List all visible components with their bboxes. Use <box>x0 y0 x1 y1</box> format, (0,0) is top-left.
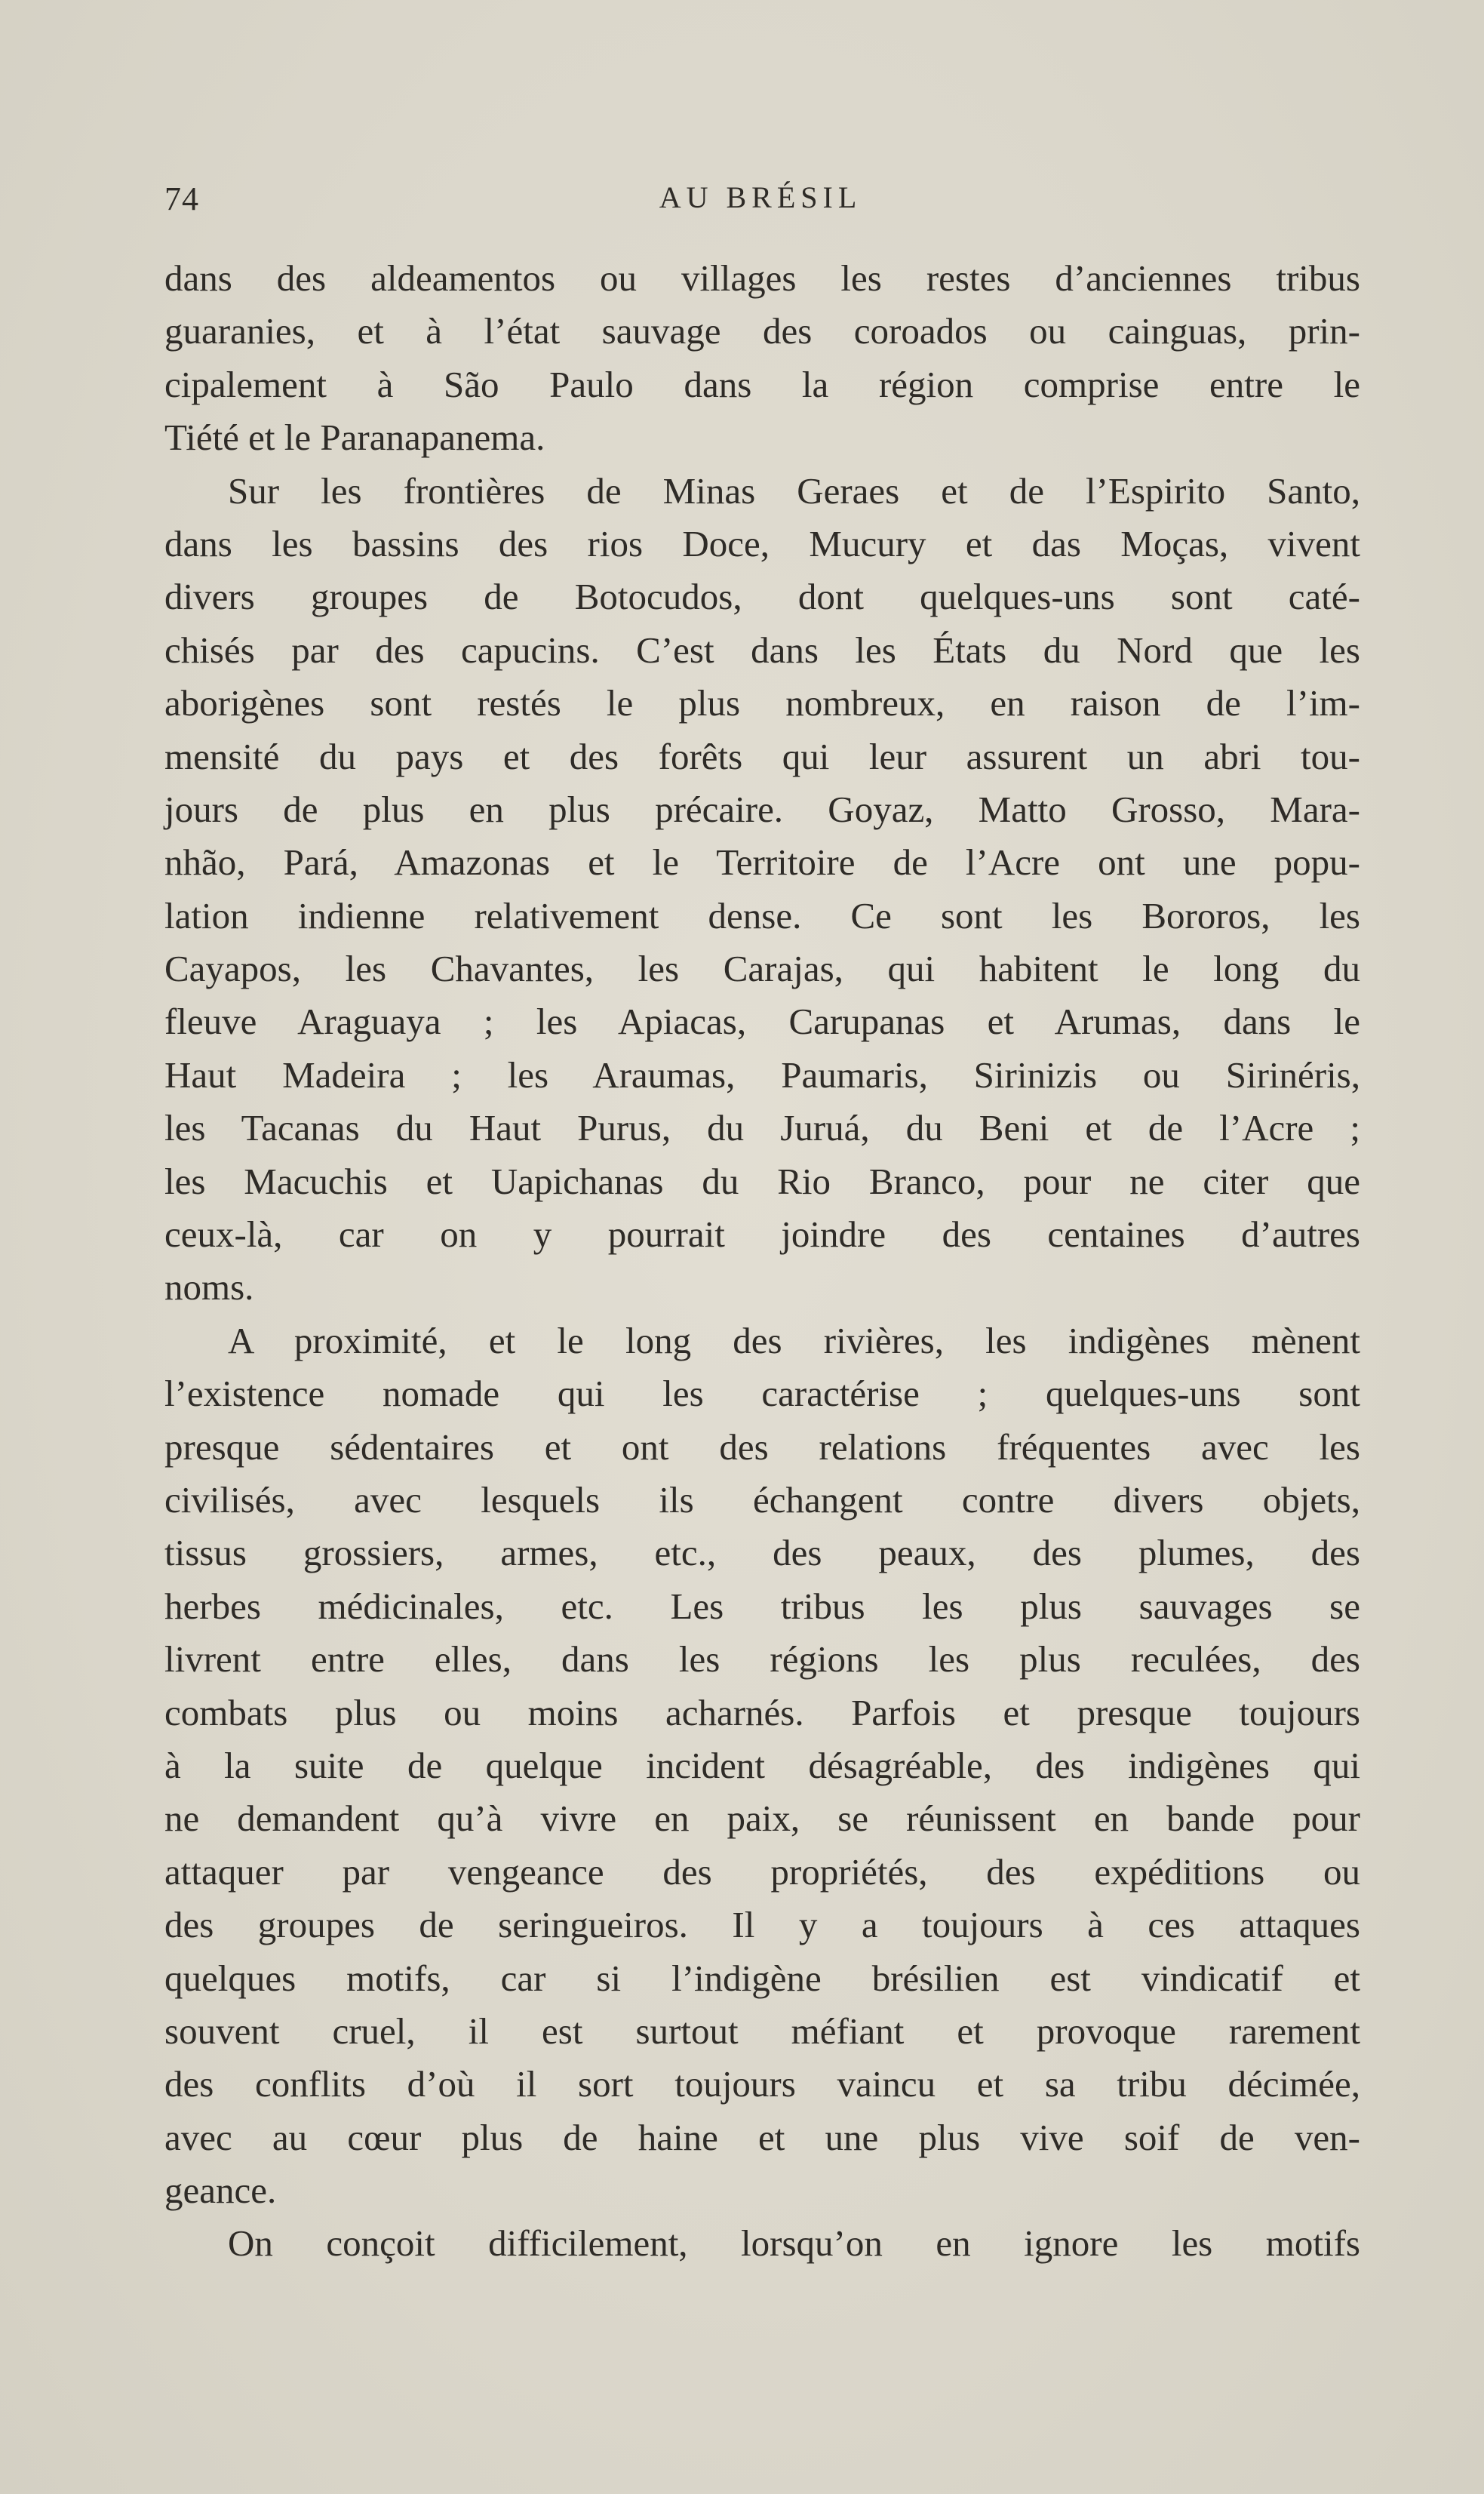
text-line: On conçoit difficilement, lorsqu’on en ignore les motifs <box>228 2222 1360 2265</box>
text-line: presque sédentaires et ont des relations fréquentes avec les <box>164 1425 1360 1468</box>
text-line: combats plus ou moins acharnés. Parfois et presque toujours <box>164 1691 1360 1733</box>
text-line: ne demandent qu’à vivre en paix, se réunissent en bande pour <box>164 1797 1360 1840</box>
text-line: civilisés, avec lesquels ils échangent contre divers objets, <box>164 1478 1360 1521</box>
text-line: livrent entre elles, dans les régions les plus reculées, des <box>164 1638 1360 1681</box>
text-line: ceux-là, car on y pourrait joindre des centaines d’autres <box>164 1213 1360 1256</box>
text-line: quelques motifs, car si l’indigène brésilien est vindicatif et <box>164 1957 1360 1999</box>
running-title: AU BRÉSIL <box>659 180 862 214</box>
text-line: nhão, Pará, Amazonas et le Territoire de l’Acre ont une popu- <box>164 841 1360 884</box>
text-line: aborigènes sont restés le plus nombreux, en raison de l’im- <box>164 682 1360 724</box>
text-line: dans des aldeamentos ou villages les restes d’anciennes tribus <box>164 257 1360 299</box>
text-line: Sur les frontières de Minas Geraes et de l’Espirito Santo, <box>228 469 1360 512</box>
text-line: fleuve Araguaya ; les Apiacas, Carupanas et Arumas, dans le <box>164 1001 1360 1043</box>
text-line: Tiété et le Paranapanema. <box>164 417 545 459</box>
text-line: chisés par des capucins. C’est dans les États du Nord que les <box>164 629 1360 671</box>
text-line: les Tacanas du Haut Purus, du Juruá, du Beni et de l’Acre ; <box>164 1107 1360 1149</box>
text-line: geance. <box>164 2170 277 2212</box>
page-number: 74 <box>164 180 199 217</box>
text-line: l’existence nomade qui les caractérise ; quelques-uns sont <box>164 1373 1360 1415</box>
page-header <box>164 180 1356 225</box>
body-text <box>164 252 1360 2271</box>
text-line: noms. <box>164 1266 254 1309</box>
text-line: attaquer par vengeance des propriétés, des expéditions ou <box>164 1850 1360 1893</box>
text-line: guaranies, et à l’état sauvage des coroados ou cainguas, prin- <box>164 310 1360 352</box>
text-line: des groupes de seringueiros. Il y a toujours à ces attaques <box>164 1904 1360 1946</box>
text-line: Haut Madeira ; les Araumas, Paumaris, Sirinizis ou Sirinéris, <box>164 1053 1360 1096</box>
text-line: A proximité, et le long des rivières, les indigènes mènent <box>228 1319 1360 1361</box>
text-line: herbes médicinales, etc. Les tribus les plus sauvages se <box>164 1585 1360 1627</box>
text-line: des conflits d’où il sort toujours vaincu et sa tribu décimée, <box>164 2063 1360 2105</box>
text-line: avec au cœur plus de haine et une plus vive soif de ven- <box>164 2116 1360 2158</box>
text-line: divers groupes de Botocudos, dont quelques-uns sont caté- <box>164 576 1360 618</box>
text-line: les Macuchis et Uapichanas du Rio Branco, pour ne citer que <box>164 1160 1360 1202</box>
text-line: à la suite de quelque incident désagréable, des indigènes qui <box>164 1744 1360 1786</box>
text-line: Cayapos, les Chavantes, les Carajas, qui habitent le long du <box>164 948 1360 990</box>
text-line: souvent cruel, il est surtout méfiant et provoque rarement <box>164 2010 1360 2052</box>
text-line: dans les bassins des rios Doce, Mucury et das Moças, vivent <box>164 522 1360 564</box>
text-line: tissus grossiers, armes, etc., des peaux, des plumes, des <box>164 1532 1360 1574</box>
text-line: mensité du pays et des forêts qui leur assurent un abri tou- <box>164 735 1360 777</box>
text-line: cipalement à São Paulo dans la région comprise entre le <box>164 363 1360 405</box>
text-line: lation indienne relativement dense. Ce sont les Bororos, les <box>164 894 1360 936</box>
text-line: jours de plus en plus précaire. Goyaz, Matto Grosso, Mara- <box>164 788 1360 830</box>
